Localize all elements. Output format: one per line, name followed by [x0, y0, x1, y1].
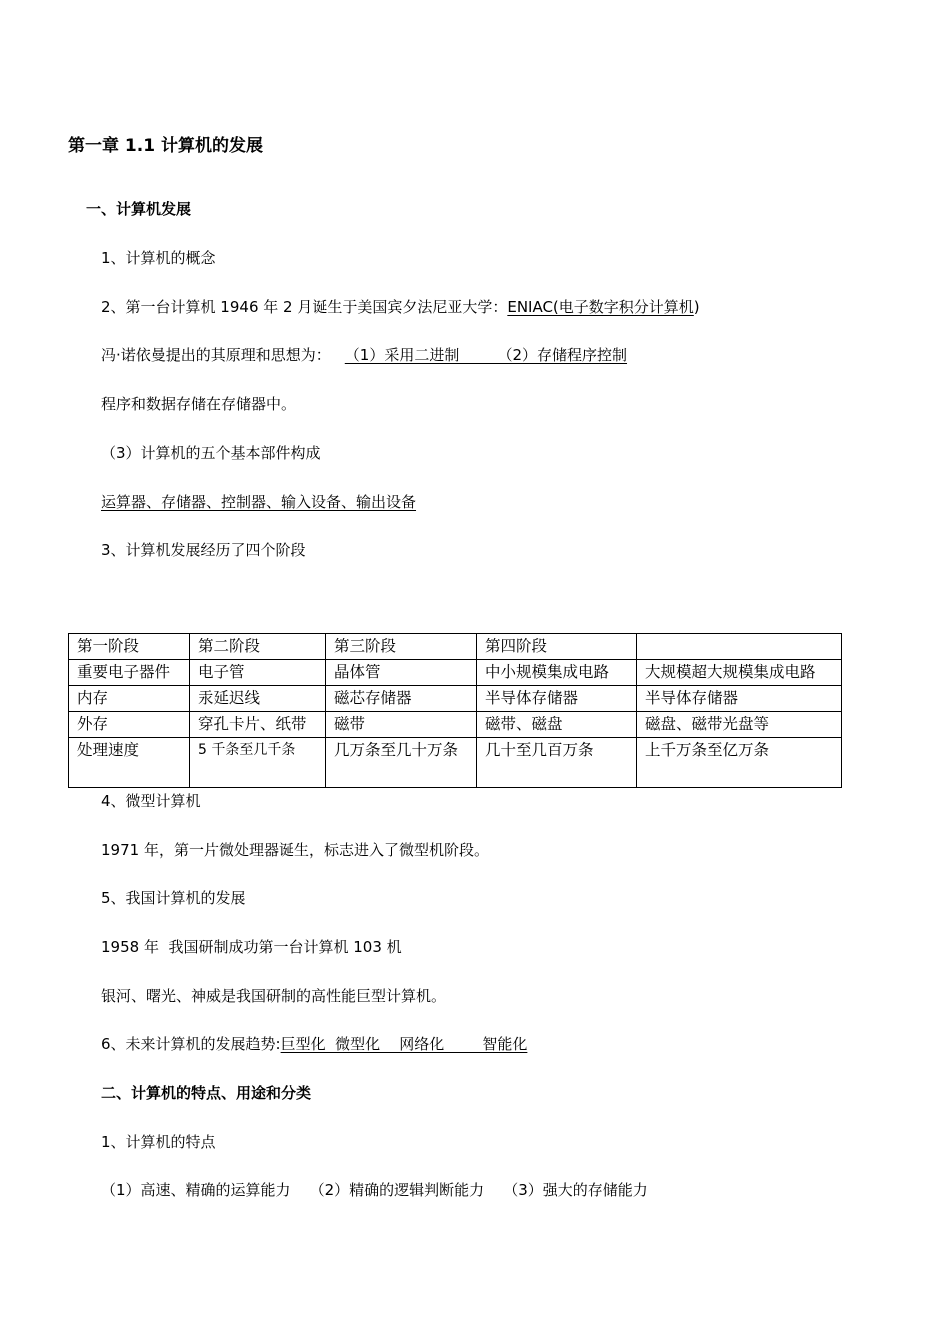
- eniac-underlined: ENIAC(电子数字积分计算机: [507, 298, 694, 316]
- table-cell: 穿孔卡片、纸带: [190, 712, 326, 738]
- table-cell: 大规模超大规模集成电路: [637, 660, 842, 686]
- table-cell: 上千万条至亿万条: [637, 738, 842, 788]
- table-row: [69, 686, 842, 712]
- table-cell: 磁带、磁盘: [477, 712, 637, 738]
- trends-text: 6、未来计算机的发展趋势:: [101, 1035, 281, 1053]
- eniac-close: ): [693, 298, 700, 316]
- table-cell: 5 千条至几千条: [190, 738, 326, 788]
- first-computer-text: 2、第一台计算机 1946 年 2 月诞生于美国宾夕法尼亚大学：: [101, 298, 508, 316]
- table-row: [69, 712, 842, 738]
- table-cell: 第二阶段: [190, 634, 326, 660]
- table-cell: 半导体存储器: [637, 686, 842, 712]
- table-cell: 半导体存储器: [477, 686, 637, 712]
- line-1958: 1958 年 我国研制成功第一台计算机 103 机: [101, 938, 402, 956]
- table-cell: 电子管: [190, 660, 326, 686]
- table-cell: 第一阶段: [69, 634, 190, 660]
- table-row: [69, 738, 842, 788]
- line-program-storage: 程序和数据存储在存储器中。: [101, 395, 297, 413]
- line-features: 1、计算机的特点: [101, 1133, 216, 1151]
- line-microcomputer: 4、微型计算机: [101, 792, 201, 810]
- table-cell: 晶体管: [326, 660, 477, 686]
- table-cell: 第三阶段: [326, 634, 477, 660]
- line-four-stages: 3、计算机发展经历了四个阶段: [101, 541, 306, 559]
- table-cell: 磁盘、磁带光盘等: [637, 712, 842, 738]
- table-row: [69, 634, 842, 660]
- table-cell: 处理速度: [69, 738, 190, 788]
- table-cell: 磁带: [326, 712, 477, 738]
- table-cell: 第四阶段: [477, 634, 637, 660]
- table-cell: 内存: [69, 686, 190, 712]
- von-neumann-principles: （1）采用二进制 （2）存储程序控制: [344, 346, 628, 364]
- line-supercomputers: 银河、曙光、神威是我国研制的高性能巨型计算机。: [101, 987, 447, 1005]
- line-features-list: （1）高速、精确的运算能力 （2）精确的逻辑判断能力 （3）强大的存储能力: [101, 1181, 648, 1199]
- table-cell: 外存: [69, 712, 190, 738]
- table-row: [69, 660, 842, 686]
- line-concept: 1、计算机的概念: [101, 249, 216, 267]
- section-heading-1: 一、计算机发展: [86, 200, 192, 218]
- table-cell: [637, 634, 842, 660]
- line-trends: [101, 1035, 527, 1053]
- von-neumann-text: 冯·诺依曼提出的其原理和思想为：: [101, 346, 331, 364]
- line-china-dev: 5、我国计算机的发展: [101, 889, 246, 907]
- section-heading-2: 二、计算机的特点、用途和分类: [101, 1084, 312, 1102]
- table-cell: 磁芯存储器: [326, 686, 477, 712]
- trends-underlined: 巨型化 微型化 网络化 智能化: [280, 1035, 528, 1053]
- line-first-computer: [101, 298, 700, 316]
- chapter-title: 第一章 1.1 计算机的发展: [68, 136, 263, 156]
- line-five-components: （3）计算机的五个基本部件构成: [101, 444, 321, 462]
- stages-table: [68, 633, 842, 788]
- line-1971: 1971 年，第一片微处理器诞生，标志进入了微型机阶段。: [101, 841, 489, 859]
- table-cell: 几十至几百万条: [477, 738, 637, 788]
- table-cell: 汞延迟线: [190, 686, 326, 712]
- line-von-neumann: [101, 346, 627, 364]
- table-cell: 中小规模集成电路: [477, 660, 637, 686]
- table-cell: 几万条至几十万条: [326, 738, 477, 788]
- table-cell: 重要电子器件: [69, 660, 190, 686]
- line-components-list: 运算器、存储器、控制器、输入设备、输出设备: [101, 493, 417, 511]
